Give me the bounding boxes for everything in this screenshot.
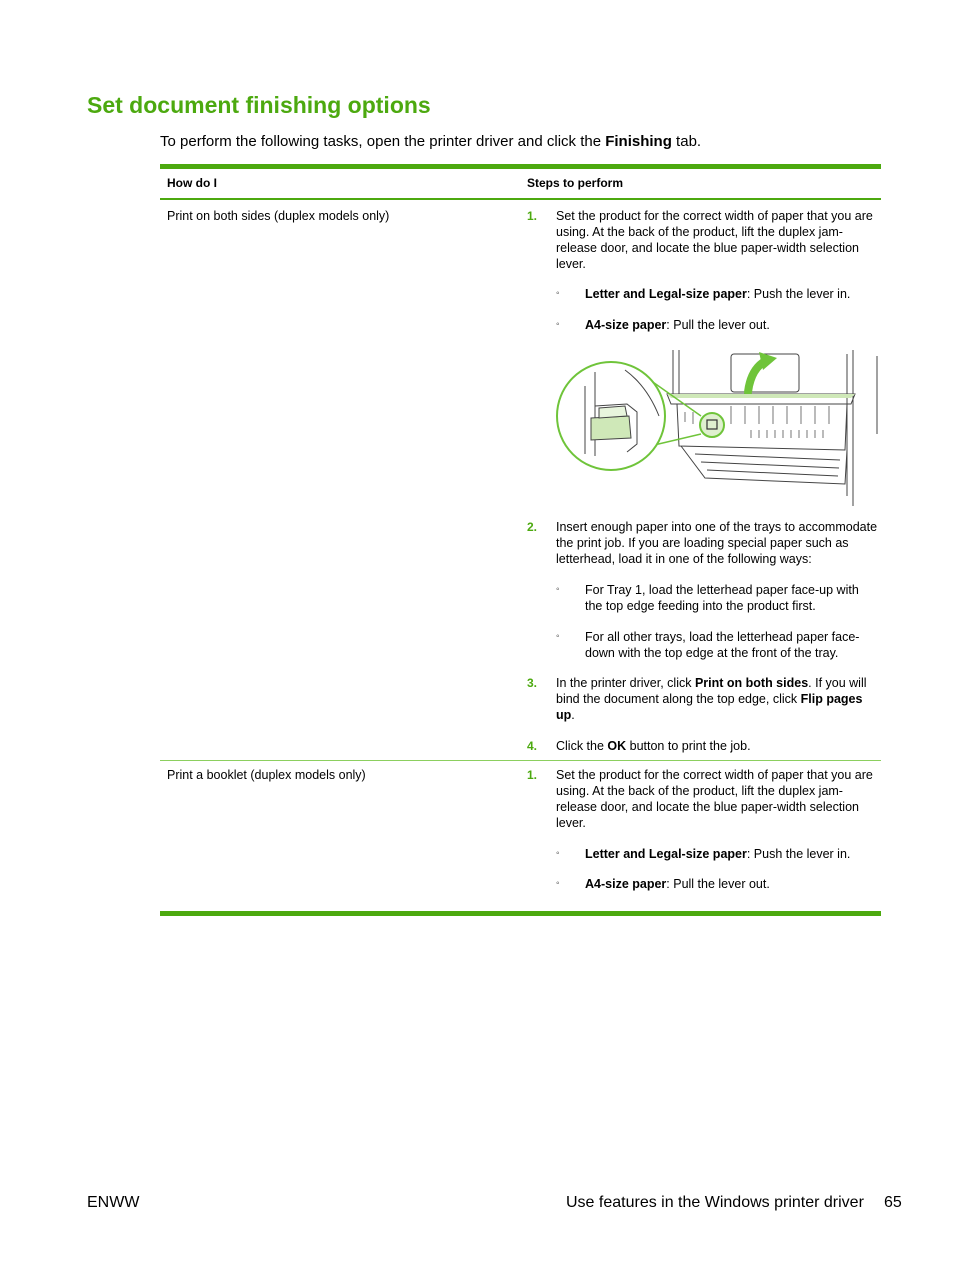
step-number: 1.	[527, 768, 538, 782]
step-number: 3.	[527, 676, 538, 690]
step-text: Set the product for the correct width of paper that you are using. At the back of the product, lift the duplex jam-release door, and locate the blue paper-width selection lever.	[556, 209, 873, 271]
step-text: In the printer driver, click Print on both sides. If you will bind the document along the top edge, click Flip pages up.	[556, 676, 867, 722]
bullet-icon: ◦	[556, 319, 560, 330]
header-rule	[160, 198, 881, 200]
step-number: 2.	[527, 520, 538, 534]
bullet-icon: ◦	[556, 848, 560, 859]
row-divider	[160, 760, 881, 761]
step-text: Click the OK button to print the job.	[556, 739, 751, 753]
duplex-lever-illustration	[555, 346, 881, 506]
task-duplex: Print on both sides (duplex models only)	[167, 209, 390, 223]
page-number: 65	[884, 1194, 902, 1211]
step-number: 4.	[527, 739, 538, 753]
bullet-icon: ◦	[556, 288, 560, 299]
header-how-do-i: How do I	[167, 176, 217, 190]
step-text: Insert enough paper into one of the trays to accommodate the print job. If you are loading special paper such as letterhead, load it in one of the following ways:	[556, 520, 878, 566]
sub-item: Letter and Legal-size paper: Push the lever in.	[585, 287, 851, 301]
table-bottom-bar	[160, 911, 881, 916]
step-number: 1.	[527, 209, 538, 223]
page-title: Set document finishing options	[87, 92, 431, 118]
step-text: Set the product for the correct width of paper that you are using. At the back of the product, lift the duplex jam-release door, and locate the blue paper-width selection lever.	[556, 768, 873, 830]
bullet-icon: ◦	[556, 631, 560, 642]
footer-section-title: Use features in the Windows printer driver	[566, 1194, 864, 1211]
table-top-bar	[160, 164, 881, 169]
footer-enww: ENWW	[87, 1194, 140, 1211]
sub-item: Letter and Legal-size paper: Push the lever in.	[585, 847, 851, 861]
sub-item: A4-size paper: Pull the lever out.	[585, 877, 770, 891]
sub-item: A4-size paper: Pull the lever out.	[585, 318, 770, 332]
bullet-icon: ◦	[556, 584, 560, 595]
header-steps: Steps to perform	[527, 176, 624, 190]
sub-item: For all other trays, load the letterhead paper face-down with the top edge at the front of the tray.	[585, 630, 860, 660]
bullet-icon: ◦	[556, 878, 560, 889]
intro-text: To perform the following tasks, open the printer driver and click the Finishing tab.	[160, 133, 702, 150]
task-booklet: Print a booklet (duplex models only)	[167, 768, 366, 782]
sub-item: For Tray 1, load the letterhead paper face-up with the top edge feeding into the product first.	[585, 583, 859, 613]
